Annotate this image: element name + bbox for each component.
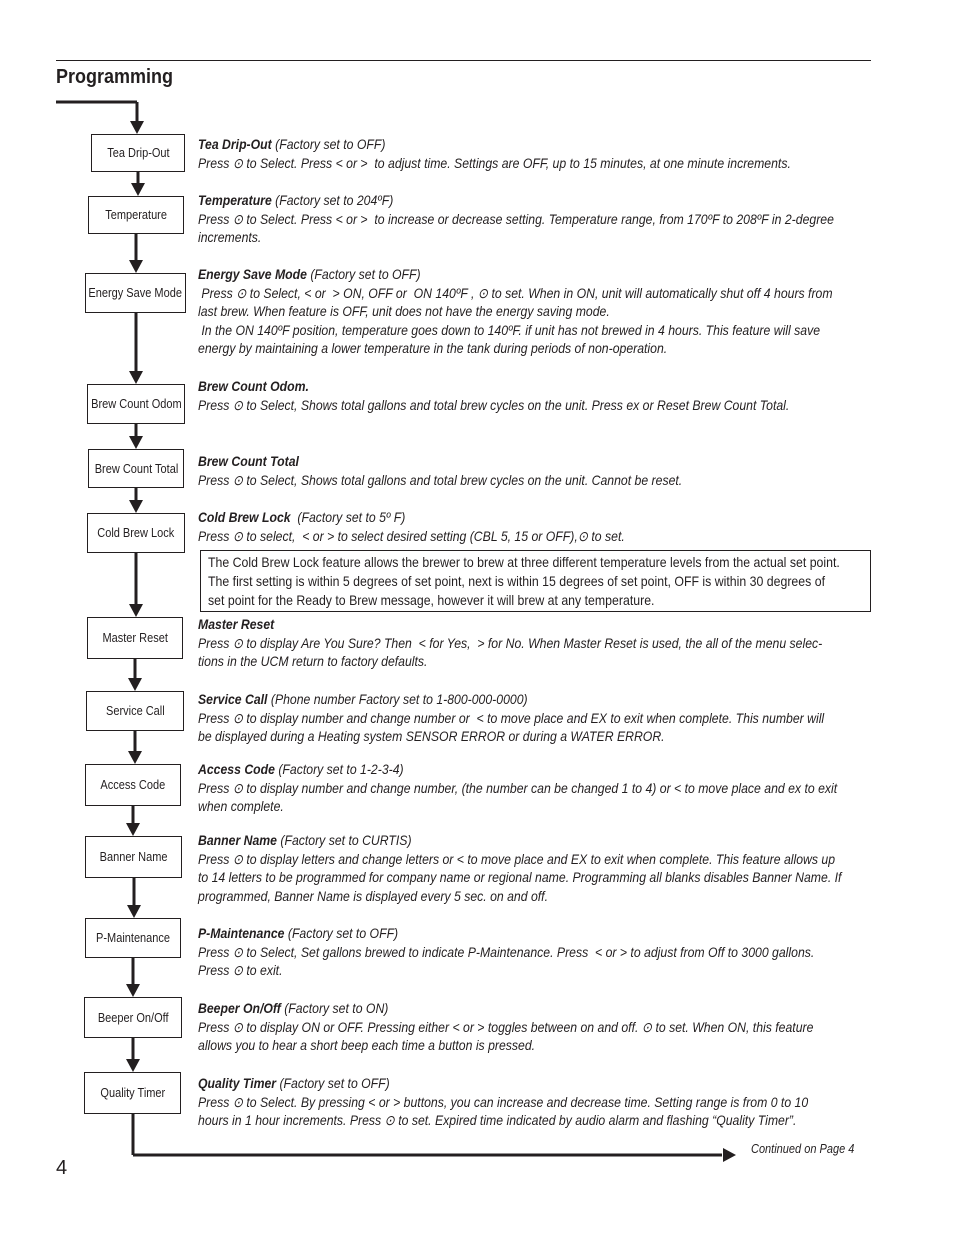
step-text-line: Press ⊙ to display Are You Sure? Then < for Yes, > for No. When Master Reset is used, the all of the menu selec- bbox=[198, 634, 823, 651]
step-title-line bbox=[198, 924, 791, 943]
step-description-quality-timer bbox=[198, 1074, 876, 1130]
step-title-line bbox=[198, 760, 791, 779]
step-title: Beeper On/Off bbox=[198, 1000, 281, 1016]
step-title: Quality Timer bbox=[198, 1075, 277, 1091]
step-text-line: when complete. bbox=[198, 798, 284, 815]
step-title-line bbox=[198, 615, 791, 634]
step-text-line: allows you to hear a short beep each time a button is pressed. bbox=[198, 1037, 536, 1054]
step-text-line: programmed, Banner Name is displayed every 5 sec. on and off. bbox=[198, 887, 548, 904]
step-description-beeper-on-off bbox=[198, 999, 876, 1055]
step-title: Banner Name bbox=[198, 832, 277, 848]
step-text-line: Press ⊙ to Select, < or > ON, OFF or ON 140ºF , ⊙ to set. When in ON, unit will automatically shut off 4 hours from bbox=[198, 284, 833, 301]
step-text-line: tions in the UCM return to factory defaults. bbox=[198, 653, 428, 670]
step-title-line bbox=[198, 452, 791, 471]
step-description-temperature bbox=[198, 191, 876, 247]
menu-box-label: Banner Name bbox=[99, 850, 168, 864]
factory-setting: (Factory set to OFF) bbox=[276, 1075, 390, 1091]
step-title-line bbox=[198, 135, 791, 154]
step-text-line: Press ⊙ to Select. Press < or > to increase or decrease setting. Temperature range, from 170ºF to 208ºF in 2-degree bbox=[198, 210, 834, 227]
step-description-brew-count-total bbox=[198, 452, 876, 489]
step-title: Service Call bbox=[198, 691, 268, 707]
arrow-head bbox=[129, 260, 143, 273]
step-title: Cold Brew Lock bbox=[198, 509, 291, 525]
menu-box-access-code bbox=[85, 764, 181, 806]
menu-box-master-reset bbox=[87, 617, 183, 659]
factory-setting: (Factory set to OFF) bbox=[271, 136, 386, 152]
step-description-brew-count-odom bbox=[198, 377, 876, 414]
arrow-head bbox=[723, 1148, 736, 1162]
page-number: 4 bbox=[56, 1157, 68, 1179]
menu-box-banner-name bbox=[85, 836, 182, 878]
step-title: Brew Count Total bbox=[198, 453, 299, 469]
step-text-line: hours in 1 hour increments. Press ⊙ to set. Expired time indicated by audio alarm and flashing “Quality Timer”. bbox=[198, 1112, 797, 1129]
step-text-line: be displayed during a Heating system SENSOR ERROR or during a WATER ERROR. bbox=[198, 728, 665, 745]
step-description-access-code bbox=[198, 760, 876, 816]
continued-note: Continued on Page 4 bbox=[751, 1142, 855, 1156]
menu-box-label: Cold Brew Lock bbox=[97, 526, 175, 540]
menu-box-quality-timer bbox=[84, 1072, 181, 1114]
step-title-line bbox=[198, 831, 791, 850]
step-description-service-call bbox=[198, 690, 876, 746]
arrow-head bbox=[126, 823, 140, 836]
menu-box-label: Master Reset bbox=[102, 631, 168, 645]
menu-box-tea-drip-out bbox=[91, 134, 185, 172]
step-text-line: last brew. When feature is OFF, unit does not have the energy saving mode. bbox=[198, 303, 610, 320]
step-title: Energy Save Mode bbox=[198, 266, 307, 282]
menu-box-label: Quality Timer bbox=[100, 1086, 165, 1100]
step-description-tea-drip-out bbox=[198, 135, 876, 172]
menu-box-label: Brew Count Total bbox=[94, 461, 178, 476]
arrow-head bbox=[131, 183, 145, 196]
menu-box-label: P-Maintenance bbox=[95, 931, 170, 945]
menu-box-label: Brew Count Odom bbox=[90, 397, 182, 411]
step-title-line bbox=[198, 690, 791, 709]
factory-setting: (Factory set to OFF) bbox=[306, 266, 421, 282]
menu-box-label: Access Code bbox=[100, 778, 166, 792]
menu-box-service-call bbox=[86, 691, 184, 731]
step-text-line: Press ⊙ to display number and change number or < to move place and EX to exit when complete. This number will bbox=[198, 709, 825, 726]
menu-box-cold-brew-lock bbox=[87, 513, 185, 553]
step-text-line: energy by maintaining a lower temperature in the tank during periods of non-operation. bbox=[198, 340, 668, 357]
step-title: Access Code bbox=[198, 761, 275, 777]
menu-box-beeper-on-off bbox=[84, 997, 182, 1038]
menu-box-brew-count-total bbox=[88, 449, 184, 488]
step-title: P-Maintenance bbox=[198, 925, 285, 941]
step-description-p-maintenance bbox=[198, 924, 876, 980]
step-title-line bbox=[198, 508, 791, 527]
menu-box-energy-save-mode bbox=[85, 273, 186, 313]
step-text-line: Press ⊙ to display number and change number, (the number can be changed 1 to 4) or < to move place and ex to exit bbox=[198, 779, 838, 796]
menu-box-label: Beeper On/Off bbox=[97, 1010, 169, 1025]
step-text-line: Press ⊙ to Select, Set gallons brewed to indicate P-Maintenance. Press < or > to adjust from Off to 3000 gallons. bbox=[198, 943, 815, 960]
factory-setting: (Factory set to 204ºF) bbox=[271, 192, 394, 208]
step-text-line: Press ⊙ to Select. By pressing < or > buttons, you can increase and decrease time. Setting range is from 0 to 10 bbox=[198, 1093, 809, 1110]
cold-brew-note bbox=[200, 550, 871, 612]
menu-box-brew-count-odom bbox=[87, 384, 185, 424]
arrow-head bbox=[126, 984, 140, 997]
step-title-line bbox=[198, 265, 791, 284]
factory-setting: (Phone number Factory set to 1-800-000-0000) bbox=[267, 691, 528, 707]
factory-setting: (Factory set to 5º F) bbox=[290, 509, 406, 525]
menu-box-p-maintenance bbox=[85, 918, 181, 958]
step-title-line bbox=[198, 191, 791, 210]
menu-box-label: Tea Drip-Out bbox=[106, 146, 170, 160]
factory-setting: (Factory set to ON) bbox=[280, 1000, 389, 1016]
step-title: Brew Count Odom. bbox=[198, 378, 309, 394]
arrow-head bbox=[129, 604, 143, 617]
step-text-line: Press ⊙ to Select, Shows total gallons and total brew cycles on the unit. Press ex or Reset Brew Count Total. bbox=[198, 396, 790, 413]
arrow-head bbox=[129, 500, 143, 513]
step-title: Master Reset bbox=[198, 616, 275, 632]
step-description-banner-name bbox=[198, 831, 876, 905]
arrow-head bbox=[130, 121, 144, 134]
step-text-line: Press ⊙ to display letters and change letters or < to move place and EX to exit when complete. This feature allows up bbox=[198, 850, 836, 867]
factory-setting: (Factory set to 1-2-3-4) bbox=[274, 761, 404, 777]
step-description-energy-save-mode bbox=[198, 265, 876, 358]
arrow-head bbox=[127, 905, 141, 918]
note-line: The first setting is within 5 degrees of set point, next is within 15 degrees of set point, OFF is within 30 degrees of bbox=[208, 573, 826, 589]
factory-setting: (Factory set to OFF) bbox=[284, 925, 399, 941]
note-line: set point for the Ready to Brew message, however it will brew at any temperature. bbox=[208, 592, 655, 608]
step-text-line: Press ⊙ to select, < or > to select desired setting (CBL 5, 15 or OFF),⊙ to set. bbox=[198, 527, 625, 544]
step-text-line: increments. bbox=[198, 229, 262, 246]
arrow-head bbox=[129, 436, 143, 449]
page-heading: Programming bbox=[56, 66, 174, 88]
menu-box-temperature bbox=[88, 196, 184, 234]
step-title: Tea Drip-Out bbox=[198, 136, 272, 152]
arrow-head bbox=[129, 371, 143, 384]
factory-setting: (Factory set to CURTIS) bbox=[276, 832, 412, 848]
arrow-head bbox=[126, 1059, 140, 1072]
menu-box-label: Temperature bbox=[105, 208, 167, 222]
step-text-line: In the ON 140ºF position, temperature goes down to 140ºF. if unit has not brewed in 4 hours. This feature will save bbox=[198, 321, 821, 338]
step-title: Temperature bbox=[198, 192, 272, 208]
step-text-line: to 14 letters to be programmed for company name or regional name. Programming all blanks disables Banner Name. If bbox=[198, 869, 842, 886]
step-text-line: Press ⊙ to Select. Press < or > to adjust time. Settings are OFF, up to 15 minutes, at one minute increments. bbox=[198, 154, 791, 171]
step-title-line bbox=[198, 999, 791, 1018]
arrow-head bbox=[128, 751, 142, 764]
step-title-line bbox=[198, 1074, 791, 1093]
step-text-line: Press ⊙ to Select, Shows total gallons and total brew cycles on the unit. Cannot be reset. bbox=[198, 471, 683, 488]
menu-box-label: Energy Save Mode bbox=[88, 286, 183, 300]
menu-box-label: Service Call bbox=[105, 704, 165, 718]
step-description-cold-brew-lock bbox=[198, 508, 876, 545]
step-description-master-reset bbox=[198, 615, 876, 671]
note-line: The Cold Brew Lock feature allows the brewer to brew at three different temperature levels from the actual set point. bbox=[208, 554, 840, 570]
step-text-line: Press ⊙ to display ON or OFF. Pressing either < or > toggles between on and off. ⊙ to set. When ON, this feature bbox=[198, 1018, 814, 1035]
step-title-line bbox=[198, 377, 791, 396]
arrow-head bbox=[128, 678, 142, 691]
step-text-line: Press ⊙ to exit. bbox=[198, 962, 283, 979]
